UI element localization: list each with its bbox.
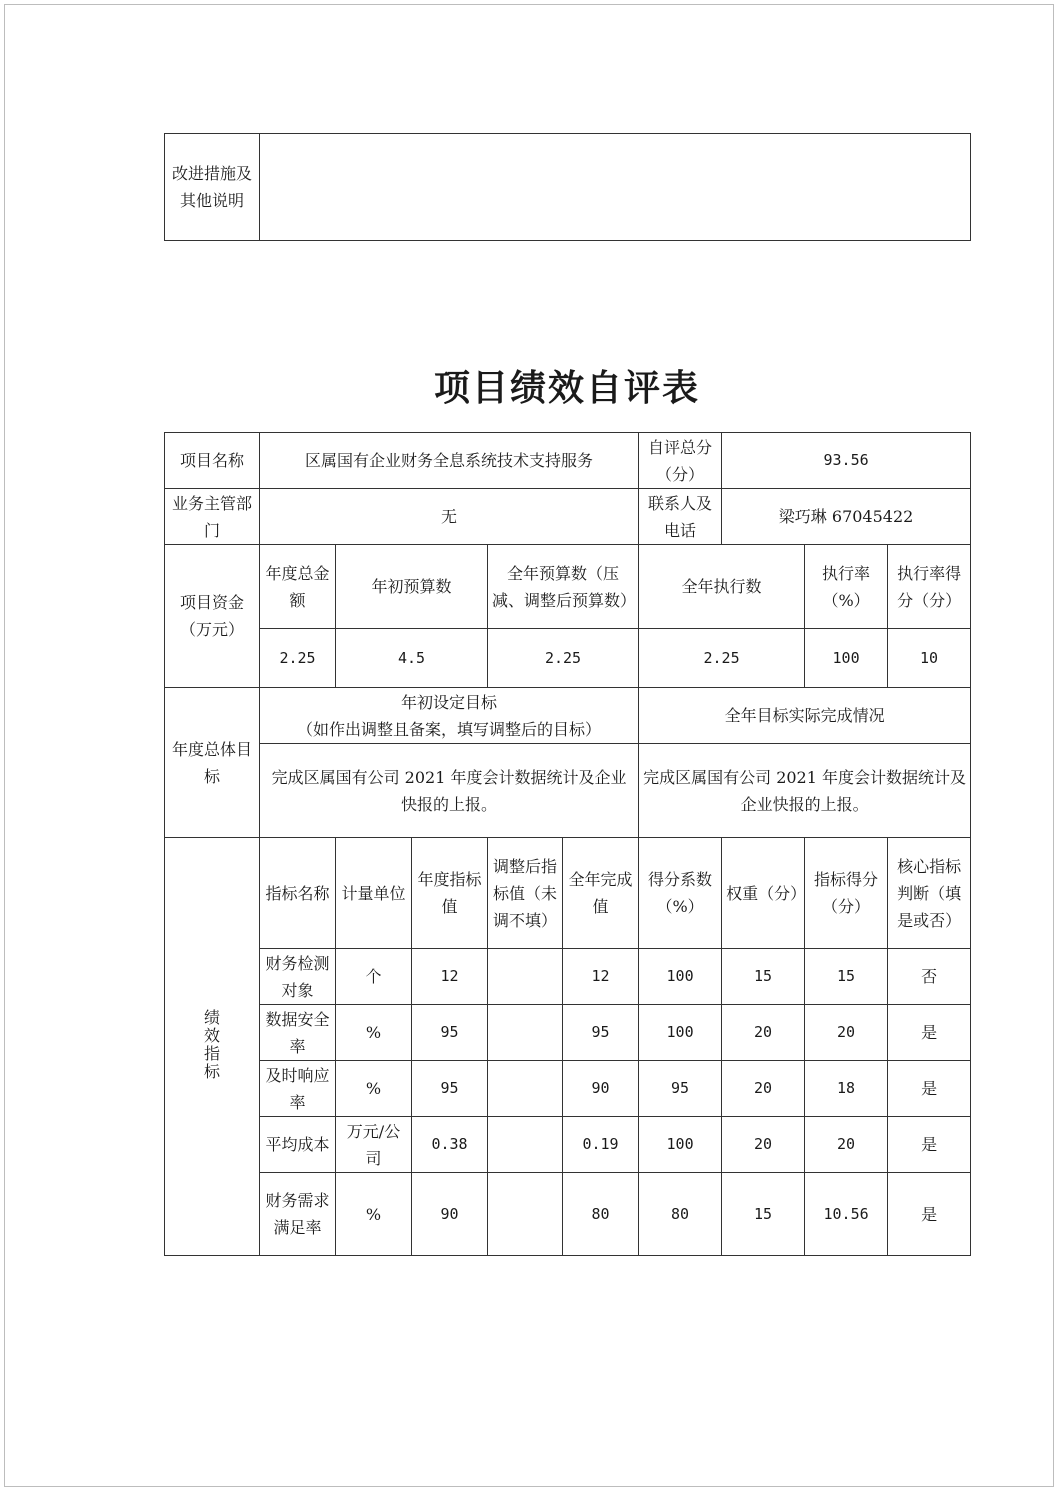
indicator-cell: 15 <box>722 1173 805 1256</box>
initial-goal: 完成区属国有公司 2021 年度会计数据统计及企业快报的上报。 <box>260 744 639 838</box>
initial-goal-header <box>260 688 639 744</box>
indicator-cell: 95 <box>639 1061 722 1117</box>
indicator-cell <box>488 1005 563 1061</box>
indicator-cell: 0.38 <box>412 1117 488 1173</box>
dept-row <box>165 489 971 545</box>
indicator-header: 权重（分） <box>722 838 805 949</box>
indicator-cell: 10.56 <box>805 1173 888 1256</box>
project-name-row <box>165 433 971 489</box>
score-label: 自评总分（分） <box>639 433 722 489</box>
indicator-header: 得分系数（%） <box>639 838 722 949</box>
indicator-cell: 个 <box>336 949 412 1005</box>
contact-label: 联系人及电话 <box>639 489 722 545</box>
indicator-header: 指标得分（分） <box>805 838 888 949</box>
indicator-cell: 0.19 <box>563 1117 639 1173</box>
indicator-header: 计量单位 <box>336 838 412 949</box>
funds-header: 年度总金额 <box>260 545 336 629</box>
page-title: 项目绩效自评表 <box>433 367 700 409</box>
goals-header-row <box>165 688 971 744</box>
indicator-cell: % <box>336 1061 412 1117</box>
indicator-header: 调整后指标值（未调不填） <box>488 838 563 949</box>
indicator-cell: 财务需求满足率 <box>260 1173 336 1256</box>
funds-header: 年初预算数 <box>336 545 488 629</box>
actual-goal: 完成区属国有公司 2021 年度会计数据统计及企业快报的上报。 <box>639 744 971 838</box>
indicator-cell: 20 <box>722 1005 805 1061</box>
dept-value: 无 <box>260 489 639 545</box>
indicator-cell: 18 <box>805 1061 888 1117</box>
project-name-label: 项目名称 <box>165 433 260 489</box>
total-score: 93.56 <box>722 433 971 489</box>
indicator-cell: % <box>336 1005 412 1061</box>
indicator-row <box>165 1005 971 1061</box>
performance-table <box>164 432 971 1256</box>
improvement-content <box>260 134 971 241</box>
funds-value: 2.25 <box>639 629 805 688</box>
indicator-row <box>165 1173 971 1256</box>
indicator-cell: 12 <box>412 949 488 1005</box>
indicator-row <box>165 1061 971 1117</box>
indicator-cell: 95 <box>412 1005 488 1061</box>
indicator-header-row <box>165 838 971 949</box>
indicator-cell: 100 <box>639 1117 722 1173</box>
indicator-cell: 80 <box>563 1173 639 1256</box>
indicator-cell <box>488 1117 563 1173</box>
indicator-cell: 90 <box>563 1061 639 1117</box>
indicator-cell <box>488 1061 563 1117</box>
dept-label: 业务主管部门 <box>165 489 260 545</box>
indicator-row <box>165 1117 971 1173</box>
indicator-cell <box>488 949 563 1005</box>
indicator-cell: 万元/公司 <box>336 1117 412 1173</box>
indicators-label-cell <box>165 838 260 1256</box>
indicator-cell: 100 <box>639 1005 722 1061</box>
funds-value: 2.25 <box>488 629 639 688</box>
improvement-table <box>164 133 971 241</box>
funds-value: 100 <box>805 629 888 688</box>
indicator-cell: % <box>336 1173 412 1256</box>
indicator-cell: 100 <box>639 949 722 1005</box>
funds-header: 执行率（%） <box>805 545 888 629</box>
actual-goal-header: 全年目标实际完成情况 <box>639 688 971 744</box>
indicator-cell: 20 <box>722 1117 805 1173</box>
funds-header-row <box>165 545 971 629</box>
goals-content-row <box>165 744 971 838</box>
indicator-cell: 80 <box>639 1173 722 1256</box>
indicator-cell: 90 <box>412 1173 488 1256</box>
indicator-cell: 财务检测对象 <box>260 949 336 1005</box>
indicator-cell: 95 <box>412 1061 488 1117</box>
funds-header: 全年执行数 <box>639 545 805 629</box>
indicator-cell: 20 <box>805 1005 888 1061</box>
indicator-cell: 平均成本 <box>260 1117 336 1173</box>
indicator-row <box>165 949 971 1005</box>
indicator-cell: 是 <box>888 1173 971 1256</box>
project-name: 区属国有企业财务全息系统技术支持服务 <box>260 433 639 489</box>
indicator-cell: 15 <box>722 949 805 1005</box>
goals-label: 年度总体目标 <box>165 688 260 838</box>
funds-value: 4.5 <box>336 629 488 688</box>
indicator-cell: 是 <box>888 1117 971 1173</box>
indicator-cell <box>488 1173 563 1256</box>
indicator-cell: 95 <box>563 1005 639 1061</box>
improvement-label: 改进措施及其他说明 <box>165 134 260 241</box>
indicator-header: 指标名称 <box>260 838 336 949</box>
indicator-cell: 是 <box>888 1061 971 1117</box>
indicator-cell: 15 <box>805 949 888 1005</box>
indicator-cell: 否 <box>888 949 971 1005</box>
initial-goal-header-line1: 年初设定目标 <box>401 692 498 712</box>
funds-header: 执行率得分（分） <box>888 545 971 629</box>
contact-value: 梁巧琳 67045422 <box>722 489 971 545</box>
indicator-cell: 20 <box>805 1117 888 1173</box>
indicator-cell: 及时响应率 <box>260 1061 336 1117</box>
funds-label: 项目资金（万元） <box>165 545 260 688</box>
indicator-cell: 12 <box>563 949 639 1005</box>
initial-goal-header-line2: （如作出调整且备案，填写调整后的目标） <box>297 719 602 739</box>
indicator-header: 核心指标判断（填是或否） <box>888 838 971 949</box>
indicators-label: 绩效指标 <box>203 1007 220 1081</box>
indicator-cell: 数据安全率 <box>260 1005 336 1061</box>
funds-header: 全年预算数（压减、调整后预算数） <box>488 545 639 629</box>
funds-value: 10 <box>888 629 971 688</box>
funds-value-row <box>165 629 971 688</box>
funds-value: 2.25 <box>260 629 336 688</box>
indicator-header: 年度指标值 <box>412 838 488 949</box>
indicator-header: 全年完成值 <box>563 838 639 949</box>
indicator-cell: 20 <box>722 1061 805 1117</box>
indicator-cell: 是 <box>888 1005 971 1061</box>
